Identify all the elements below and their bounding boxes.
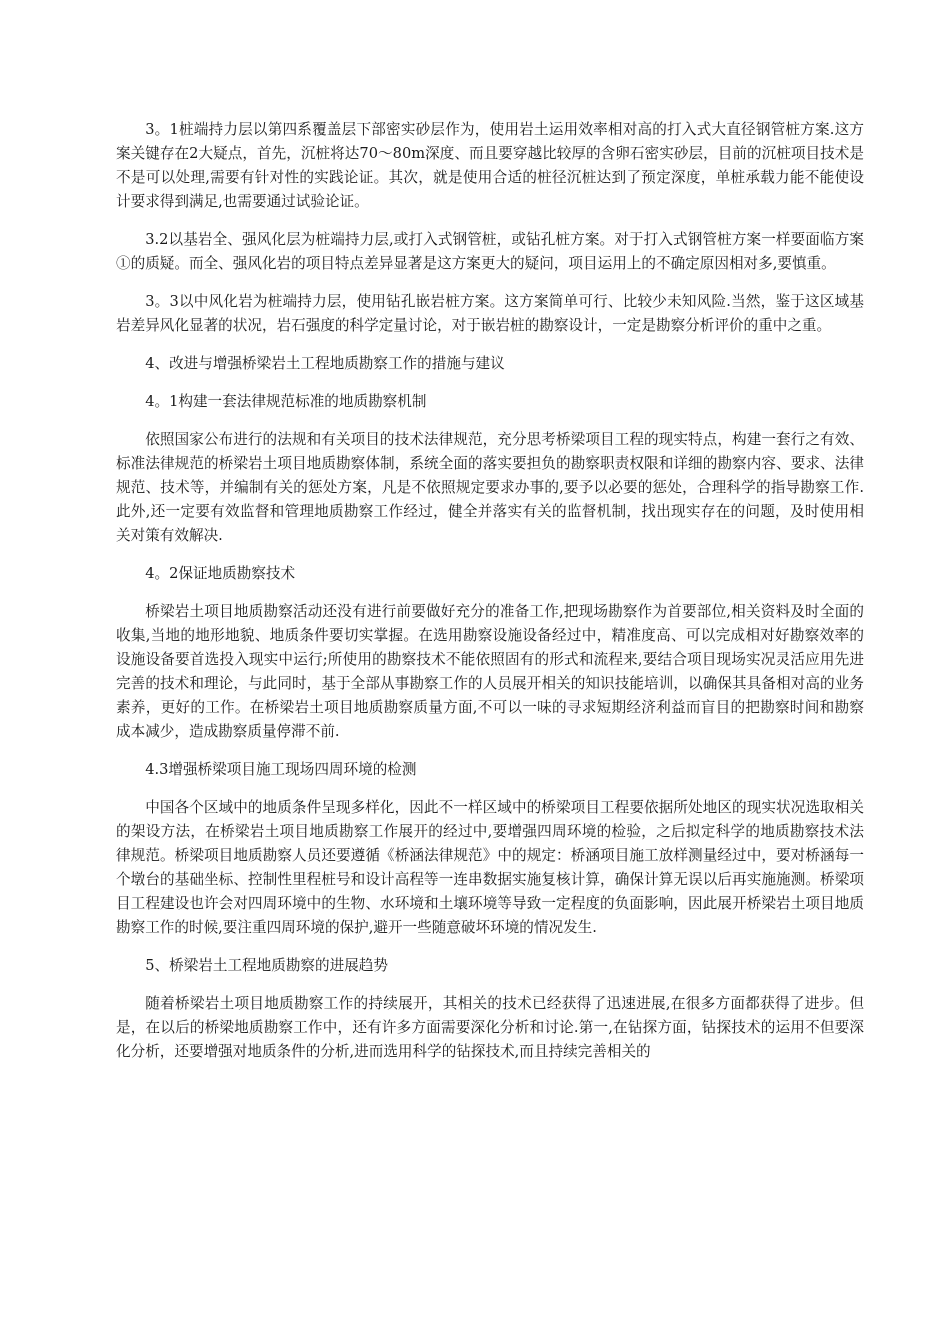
paragraph-3-2: 3.2以基岩全、强风化层为桩端持力层,或打入式钢管桩，或钻孔桩方案。对于打入式钢管桩方案一样要面临方案①的质疑。而全、强风化岩的项目特点差异显著是这方案更大的疑问，项目运用上的不确定原因相对多,要慎重。 — [116, 231, 864, 272]
paragraph-3-1: 3。1桩端持力层以第四系覆盖层下部密实砂层作为，使用岩土运用效率相对高的打入式大直径钢管桩方案.这方案关键存在2大疑点，首先，沉桩将达70～80m深度、而且要穿越比较厚的含卵石密实砂层，目前的沉桩项目技术是不是可以处理,需要有针对性的实践论证。其次，就是使用合适的桩径沉桩达到了预定深度，单桩承载力能不能使设计要求得到满足,也需要通过试验论证。 — [116, 121, 864, 210]
paragraph-4-1-body: 依照国家公布进行的法规和有关项目的技术法律规范，充分思考桥梁项目工程的现实特点，构建一套行之有效、标准法律规范的桥梁岩土项目地质勘察体制，系统全面的落实要担负的勘察职责权限和详细的勘察内容、要求、法律规范、技术等，并编制有关的惩处方案，凡是不依照规定要求办事的,要予以必要的惩处，合理科学的指导勘察工作.此外,还一定要有效监督和管理地质勘察工作经过，健全并落实有关的监督机制，找出现实存在的问题，及时使用相关对策有效解决. — [116, 431, 864, 544]
paragraph-4-3-body: 中国各个区域中的地质条件呈现多样化，因此不一样区域中的桥梁项目工程要依据所处地区的现实状况选取相关的架设方法，在桥梁岩土项目地质勘察工作展开的经过中,要增强四周环境的检验，之后拟定科学的地质勘察技术法律规范。桥梁项目地质勘察人员还要遵循《桥涵法律规范》中的规定：桥涵项目施工放样测量经过中，要对桥涵每一个墩台的基础坐标、控制性里程桩号和设计高程等一连串数据实施复核计算，确保计算无误以后再实施施测。桥梁项目工程建设也许会对四周环境中的生物、水环境和土壤环境等导致一定程度的负面影响，因此展开桥梁岩土项目地质勘察工作的时候,要注重四周环境的保护,避开一些随意破坏环境的情况发生. — [116, 799, 864, 936]
subsection-heading-4-2: 4。2保证地质勘察技术 — [145, 565, 296, 582]
paragraph-4-2-body: 桥梁岩土项目地质勘察活动还没有进行前要做好充分的准备工作,把现场勘察作为首要部位,相关资料及时全面的收集,当地的地形地貌、地质条件要切实掌握。在选用勘察设施设备经过中，精准度高、可以完成相对好勘察效率的设施设备要首选投入现实中运行;所使用的勘察技术不能依照固有的形式和流程来,要结合项目现场实况灵活应用先进完善的技术和理论，与此同时，基于全部从事勘察工作的人员展开相关的知识技能培训，以确保其具备相对高的业务素养，更好的工作。在桥梁岩土项目地质勘察质量方面,不可以一味的寻求短期经济利益而盲目的把勘察时间和勘察成本减少，造成勘察质量停滞不前. — [116, 603, 864, 740]
section-heading-5: 5、桥梁岩土工程地质勘察的进展趋势 — [145, 957, 388, 974]
section-heading-4: 4、改进与增强桥梁岩土工程地质勘察工作的措施与建议 — [145, 355, 505, 372]
paragraph-5-body: 随着桥梁岩土项目地质勘察工作的持续展开，其相关的技术已经获得了迅速进展,在很多方面都获得了进步。但是，在以后的桥梁地质勘察工作中，还有许多方面需要深化分析和讨论.第一,在钻探方面，钻探技术的运用不但要深化分析，还要增强对地质条件的分析,进而选用科学的钻探技术,而且持续完善相关的 — [116, 995, 864, 1060]
paragraph-3-3: 3。3以中风化岩为桩端持力层，使用钻孔嵌岩桩方案。这方案简单可行、比较少未知风险.当然，鉴于这区域基岩差异风化显著的状况，岩石强度的科学定量讨论，对于嵌岩桩的勘察设计，一定是勘察分析评价的重中之重。 — [116, 293, 864, 334]
subsection-heading-4-1: 4。1构建一套法律规范标准的地质勘察机制 — [145, 393, 427, 410]
document-body — [116, 118, 864, 1078]
subsection-heading-4-3: 4.3增强桥梁项目施工现场四周环境的检测 — [145, 761, 417, 778]
